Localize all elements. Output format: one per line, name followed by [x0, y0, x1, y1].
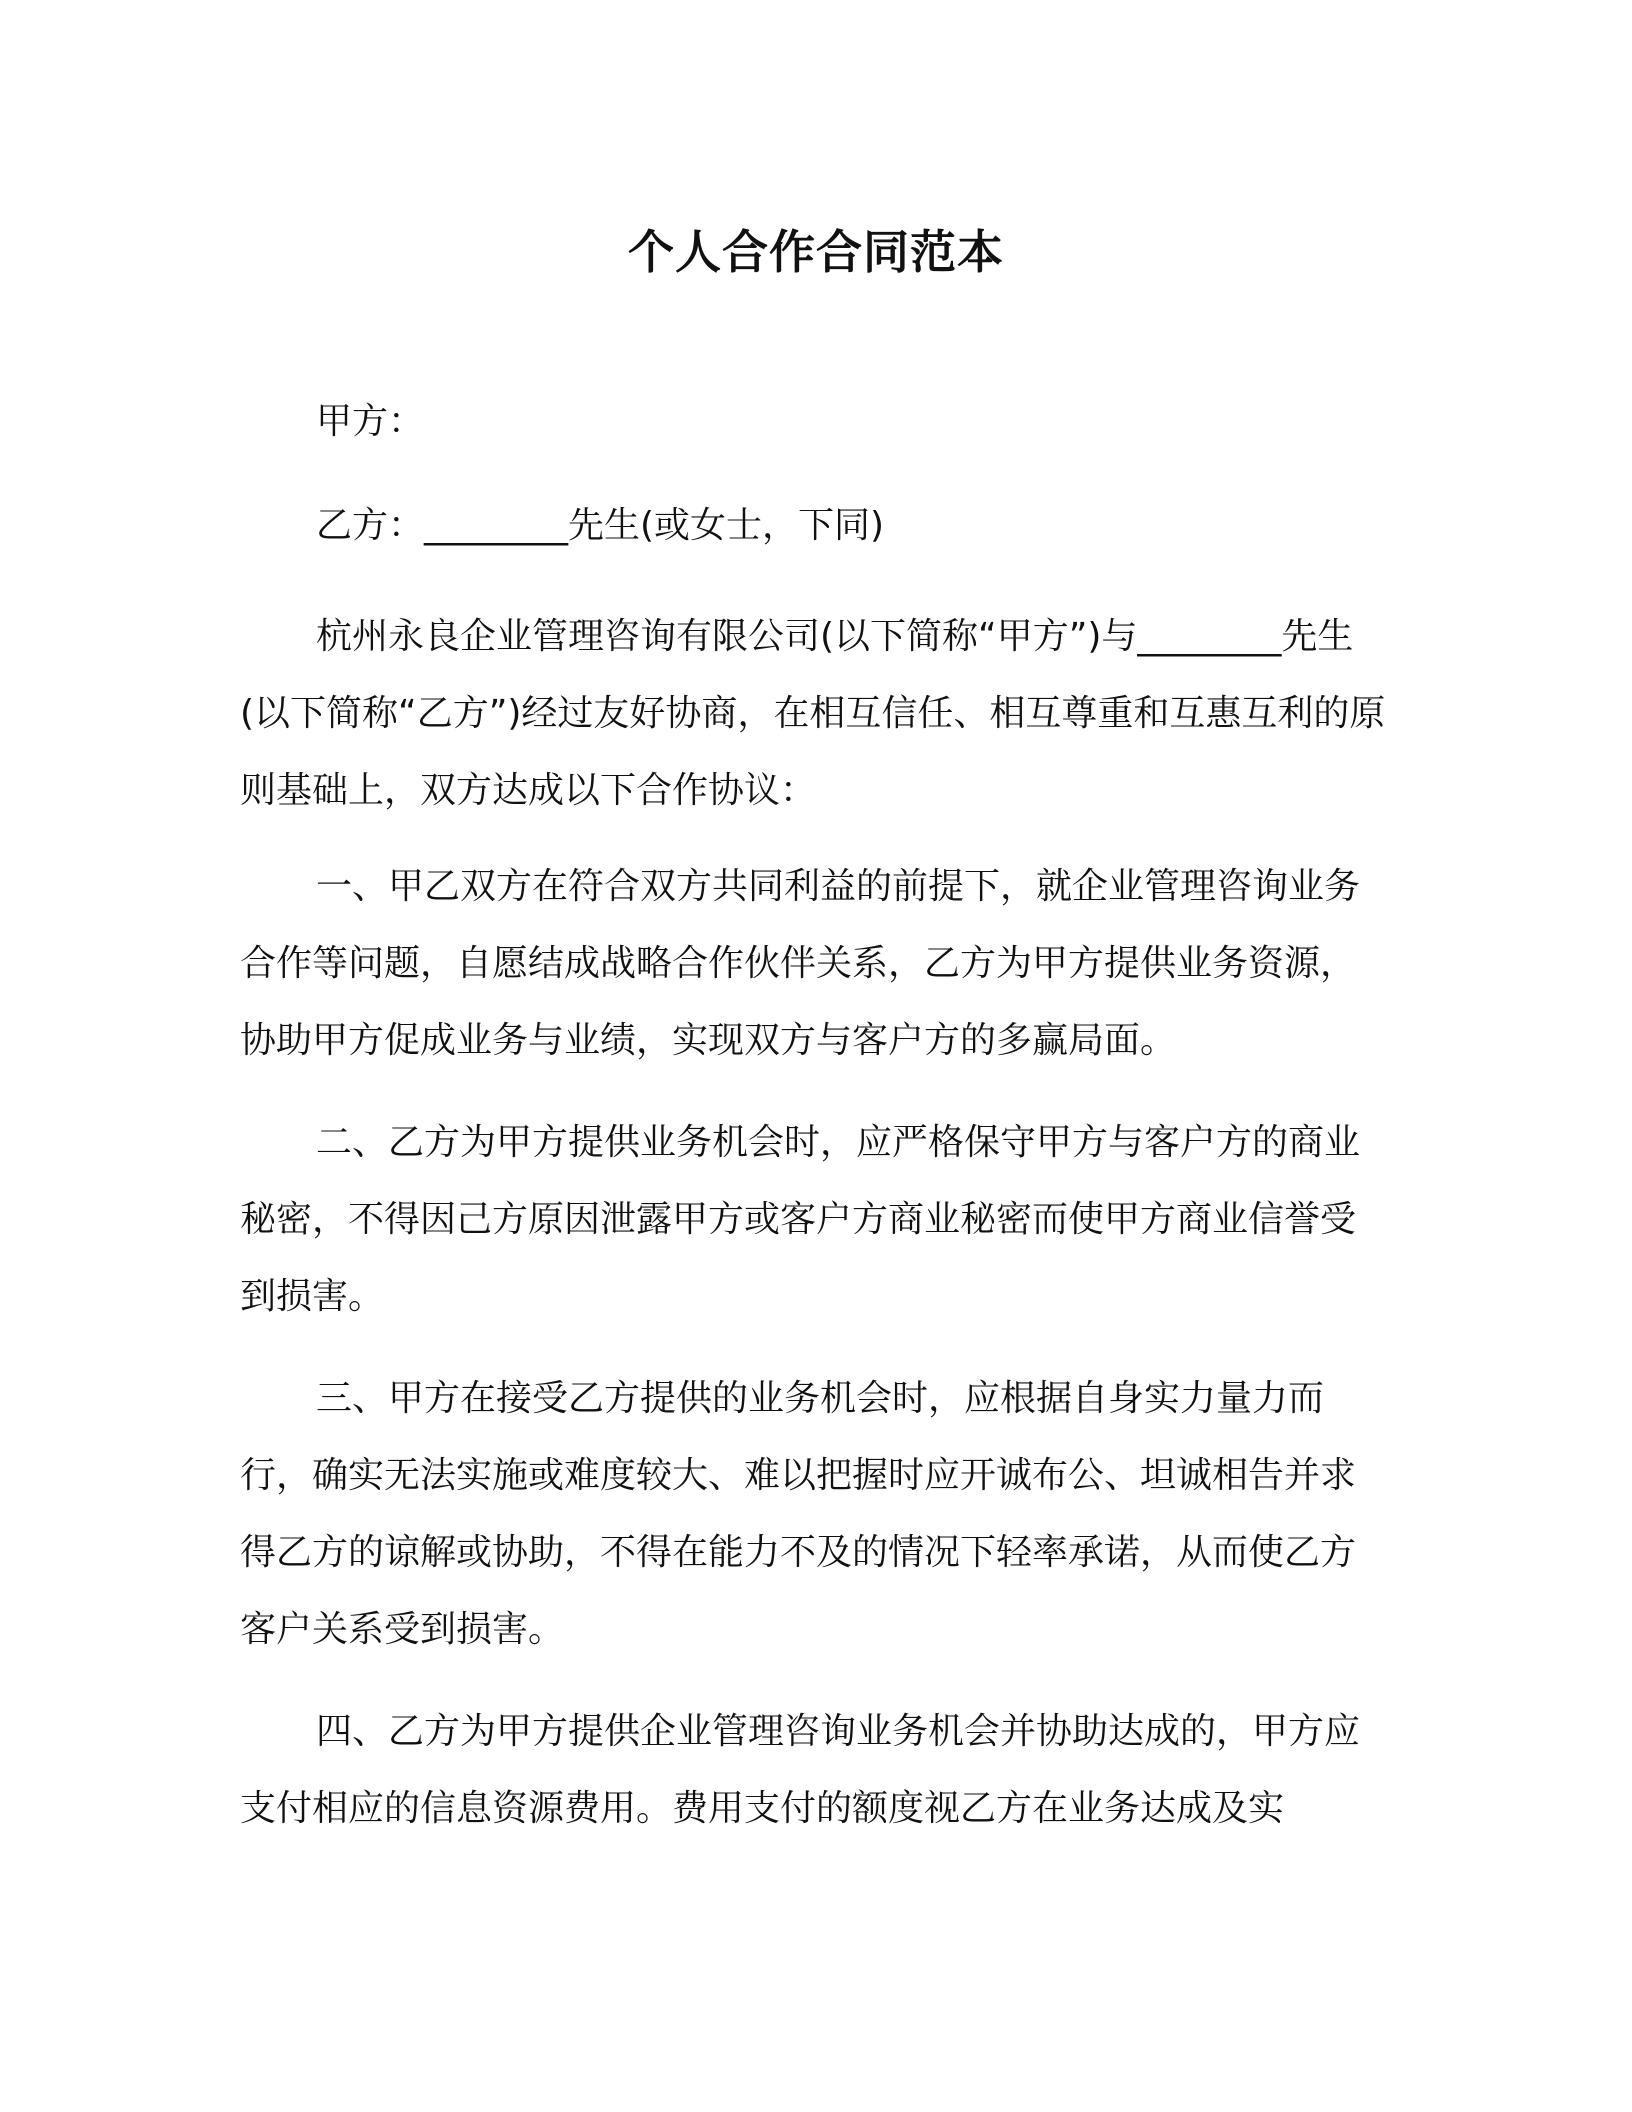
clause-3-paragraph: 三、甲方在接受乙方提供的业务机会时，应根据自身实力量力而行，确实无法实施或难度较大、难以把握时应开诚布公、坦诚相告并求得乙方的谅解或协助，不得在能力不及的情况下轻率承诺，从而使乙方客户关系受到损害。: [240, 1378, 1357, 1650]
party-a-line: 甲方：: [316, 401, 425, 442]
party-b-line: 乙方：________先生(或女士，下同): [316, 505, 885, 546]
clause-2-paragraph: 二、乙方为甲方提供业务机会时，应严格保守甲方与客户方的商业秘密，不得因己方原因泄露甲方或客户方商业秘密而使甲方商业信誉受到损害。: [240, 1122, 1361, 1317]
clause-1-paragraph: 一、甲乙双方在符合双方共同利益的前提下，就企业管理咨询业务合作等问题，自愿结成战略合作伙伴关系，乙方为甲方提供业务资源，协助甲方促成业务与业绩，实现双方与客户方的多赢局面。: [240, 866, 1361, 1061]
intro-paragraph: 杭州永良企业管理咨询有限公司(以下简称“甲方”)与________先生(以下简称“乙方”)经过友好协商，在相互信任、相互尊重和互惠互利的原则基础上，双方达成以下合作协议：: [240, 616, 1386, 811]
document-title: 个人合作合同范本: [628, 225, 1004, 279]
clause-4-paragraph: 四、乙方为甲方提供企业管理咨询业务机会并协助达成的，甲方应支付相应的信息资源费用。费用支付的额度视乙方在业务达成及实: [240, 1711, 1361, 1829]
